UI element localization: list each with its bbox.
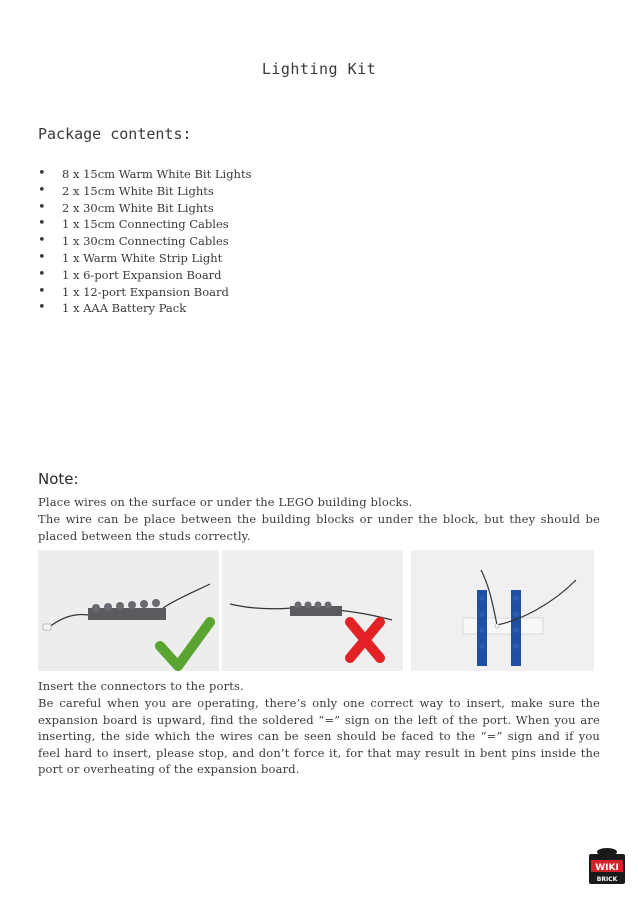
list-item <box>38 267 251 284</box>
package-contents-heading: Package contents: <box>38 125 192 143</box>
list-item-text: 1 x AAA Battery Pack <box>62 301 187 316</box>
photo-wire-between-studs <box>411 550 594 671</box>
list-item <box>38 300 251 317</box>
list-item <box>38 284 251 301</box>
list-item-text: 2 x 30cm White Bit Lights <box>62 200 214 215</box>
insert-paragraph-1: Insert the connectors to the ports. <box>38 679 244 693</box>
logo-text-top: WIKI <box>595 863 619 873</box>
list-item <box>38 216 251 233</box>
list-item-text: 1 x 15cm Connecting Cables <box>62 217 229 232</box>
list-item-text: 1 x Warm White Strip Light <box>62 250 223 265</box>
bullet-icon: • <box>38 283 46 299</box>
list-item-text: 8 x 15cm Warm White Bit Lights <box>62 167 252 181</box>
page-title: Lighting Kit <box>261 60 377 78</box>
list-item-text: 1 x 12-port Expansion Board <box>62 284 229 299</box>
bullet-icon: • <box>38 166 46 181</box>
list-item <box>38 250 251 267</box>
list-item <box>38 200 251 217</box>
bullet-icon: • <box>38 216 46 232</box>
wikibrick-logo <box>587 846 627 890</box>
photo-wrong-placement <box>222 550 403 671</box>
list-item <box>38 183 251 200</box>
note-paragraph-1: Place wires on the surface or under the LEGO building blocks. <box>38 495 413 509</box>
bullet-icon: • <box>38 266 46 282</box>
note-heading: Note: <box>38 470 79 488</box>
bullet-icon: • <box>38 300 46 316</box>
package-contents-list <box>38 166 251 317</box>
logo-text-bottom: BRICK <box>596 876 618 883</box>
list-item-text: 1 x 30cm Connecting Cables <box>62 234 229 249</box>
list-item <box>38 233 251 250</box>
bullet-icon: • <box>38 199 46 215</box>
bullet-icon: • <box>38 182 46 198</box>
photo-correct-placement <box>38 550 219 671</box>
note-paragraph-2: The wire can be place between the building blocks or under the block, but they should be placed between the studs correctly. <box>38 512 600 543</box>
list-item <box>38 166 251 183</box>
list-item-text: 1 x 6-port Expansion Board <box>62 267 222 282</box>
insert-paragraph-2: Be careful when you are operating, there’s only one correct way to insert, make sure the expansion board is upward, find the soldered “=” sign on the left of the port. When you are inserting, the side which the wires can be seen should be faced to the “=” sign and if you feel hard to insert, please stop, and don’t force it, for that may result in bent pins inside the port or overheating of the expansion board. <box>38 696 600 777</box>
bullet-icon: • <box>38 249 46 265</box>
bullet-icon: • <box>38 233 46 249</box>
list-item-text: 2 x 15cm White Bit Lights <box>62 183 214 198</box>
